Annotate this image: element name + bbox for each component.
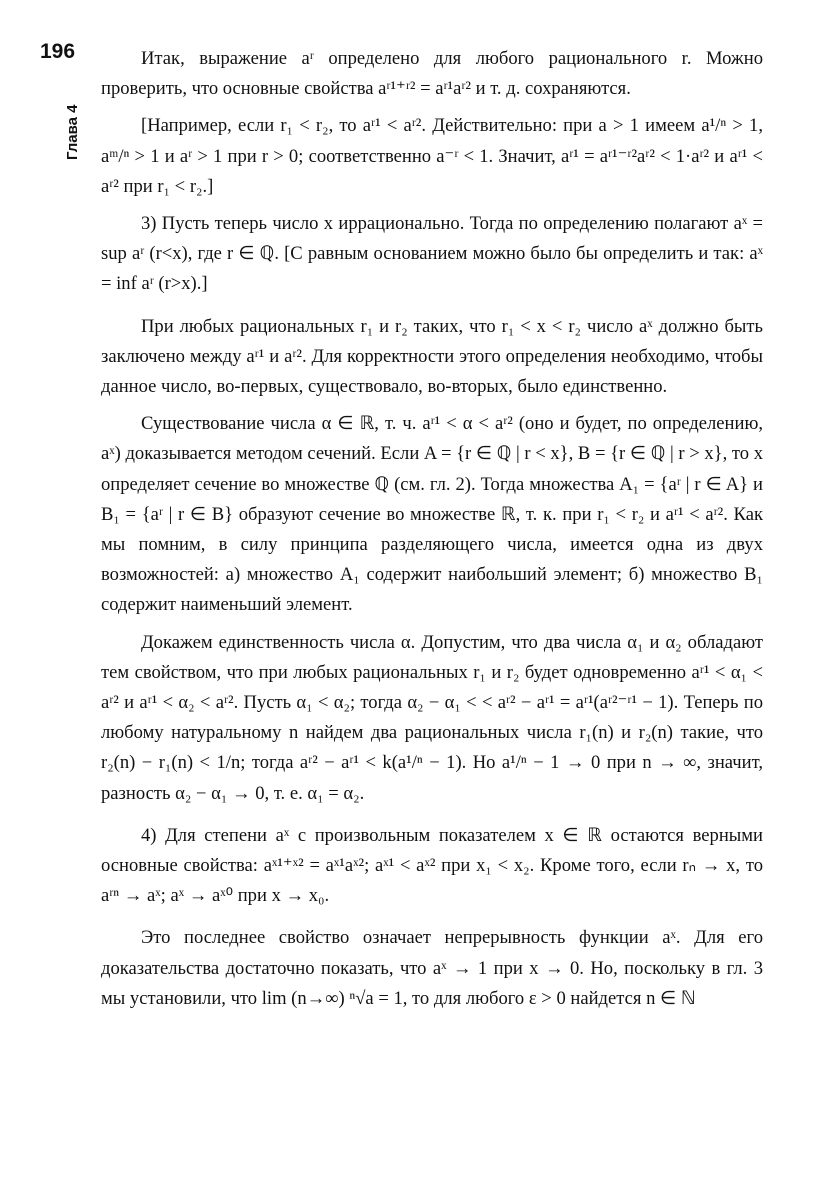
paragraph-3: 3) Пусть теперь число x иррационально. Тогда по определению полагают aˣ = sup aʳ (r<x), где r ∈ ℚ. [С равным основанием можно было бы определить и так: aˣ = inf aʳ (r>x).] — [101, 213, 763, 295]
paragraph-6: Докажем единственность числа α. Допустим, что два числа α₁ и α₂ обладают тем свойством, что при любых рациональных r₁ и r₂ будет одновременно aʳ¹ < α₁ < aʳ² и aʳ¹ < α₂ < aʳ². Пусть α₁ < α₂; тогда α₂ − α₁ < < aʳ² − aʳ¹ = aʳ¹(aʳ²⁻ʳ¹ − 1). Теперь по любому натуральному n найдем два рациональных числа r₁(n) и r₂(n) такие, что r₂(n) − r₁(n) < 1/n; тогда aʳ² − aʳ¹ < k(a¹/ⁿ − 1). Но a¹/ⁿ − 1 → 0 при n → ∞, значит, разность α₂ − α₁ → 0, т. е. α₁ = α₂. — [101, 631, 763, 804]
paragraph-4: При любых рациональных r₁ и r₂ таких, что r₁ < x < r₂ число aˣ должно быть заключено между aʳ¹ и aʳ². Для корректности этого определения необходимо, чтобы данное число, во-первых, существовало, во-вторых, было единственно. — [101, 315, 763, 398]
paragraph-5: Существование числа α ∈ ℝ, т. ч. aʳ¹ < α < aʳ² (оно и будет, по определению, aˣ) доказывается методом сечений. Если A = {r ∈ ℚ | r < x}, B = {r ∈ ℚ | r > x}, то x определяет сечение во множестве ℚ (см. гл. 2). Тогда множества A₁ = {aʳ | r ∈ A} и B₁ = {aʳ | r ∈ B} образуют сечение во множестве ℝ, т. к. при r₁ < r₂ и aʳ¹ < aʳ². Как мы помним, в силу принципа разделяющего числа, имеется одна из двух возможностей: а) множество A₁ содержит наибольший элемент; б) множество B₁ содержит наименьший элемент. — [101, 413, 763, 616]
paragraph-7: 4) Для степени aˣ с произвольным показателем x ∈ ℝ остаются верными основные свойства: aˣ¹⁺ˣ² = aˣ¹aˣ²; aˣ¹ < aˣ² при x₁ < x₂. Кроме того, если rₙ → x, то aʳⁿ → aˣ; aˣ → aˣ⁰ при x → x₀. — [101, 824, 763, 907]
page-number: 196 — [40, 40, 76, 63]
paragraph-8: Это последнее свойство означает непрерывность функции aˣ. Для его доказательства достаточно показать, что aˣ → 1 при x → 0. Но, поскольку в гл. 3 мы установили, что lim (n→∞) ⁿ√a = 1, то для любого ε > 0 найдется n ∈ ℕ — [101, 927, 763, 1009]
chapter-tab: Глава 4 — [64, 104, 81, 160]
paragraph-2: [Например, если r₁ < r₂, то aʳ¹ < aʳ². Действительно: при a > 1 имеем a¹/ⁿ > 1, aᵐ/ⁿ > 1 и aʳ > 1 при r > 0; соответственно a⁻ʳ < 1. Значит, aʳ¹ = aʳ¹⁻ʳ²aʳ² < 1·aʳ² и aʳ¹ < aʳ² при r₁ < r₂.] — [101, 115, 763, 197]
paragraph-1: Итак, выражение aʳ определено для любого рационального r. Можно проверить, что основные свойства aʳ¹⁺ʳ² = aʳ¹aʳ² и т. д. сохраняются. — [101, 48, 763, 100]
page-body — [101, 44, 763, 1021]
